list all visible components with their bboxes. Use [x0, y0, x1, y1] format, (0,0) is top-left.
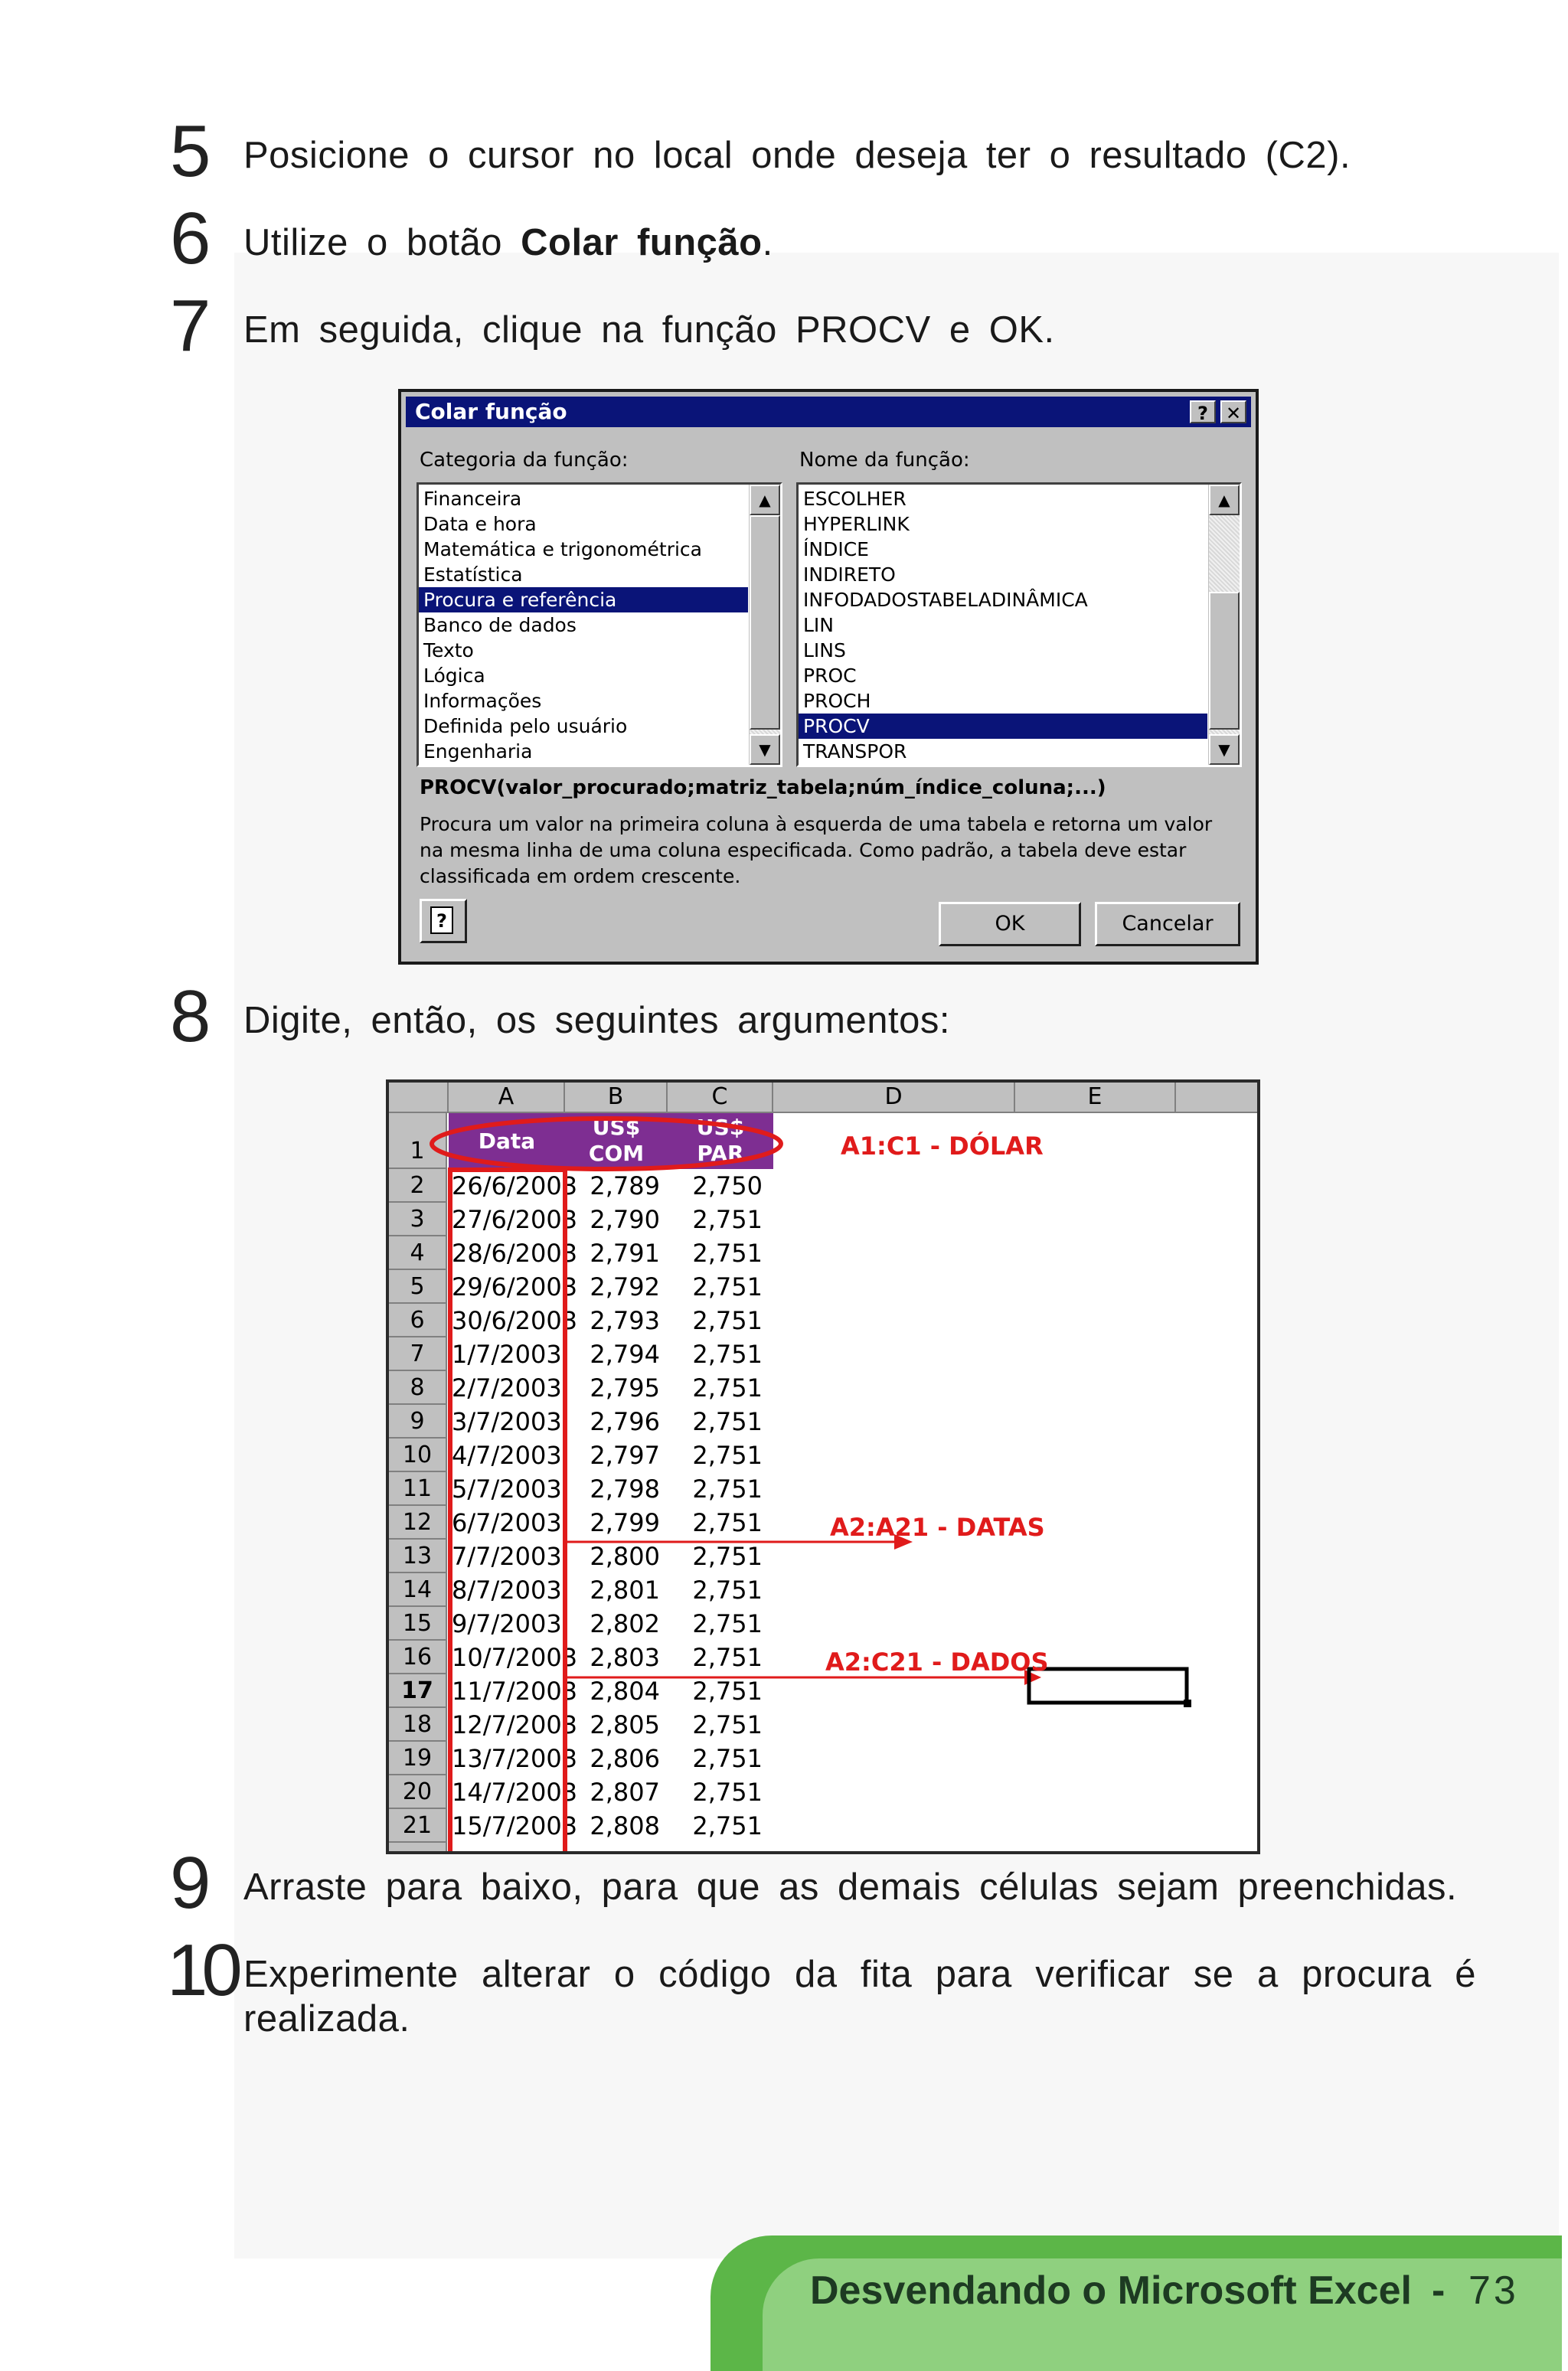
table-cell[interactable]: 2,751: [692, 1744, 763, 1773]
category-label: Categoria da função:: [420, 449, 629, 472]
row-header[interactable]: 17: [389, 1674, 447, 1708]
scroll-up-icon[interactable]: ▲: [750, 485, 780, 515]
row-header[interactable]: 2: [389, 1169, 447, 1203]
table-cell[interactable]: 9/7/2003: [452, 1609, 562, 1638]
table-cell[interactable]: 11/7/2003: [452, 1677, 578, 1706]
table-cell[interactable]: 2,795: [590, 1373, 660, 1403]
category-list[interactable]: [416, 482, 782, 767]
dialog-title: Colar função: [415, 399, 567, 424]
table-cell[interactable]: 2,792: [590, 1272, 660, 1301]
row-header-1[interactable]: 1: [389, 1113, 447, 1169]
step-text-suffix: .: [762, 222, 773, 263]
table-cell[interactable]: 7/7/2003: [452, 1542, 562, 1571]
table-cell[interactable]: 2,798: [590, 1475, 660, 1504]
header-line: US$: [696, 1115, 745, 1140]
step-number: 8: [170, 975, 211, 1057]
table-cell[interactable]: 2,808: [590, 1811, 660, 1840]
row-header[interactable]: 12: [389, 1506, 447, 1540]
function-list-item[interactable]: LINS: [803, 639, 846, 661]
scroll-up-icon[interactable]: ▲: [1209, 485, 1240, 515]
column-header-d[interactable]: D: [773, 1083, 1015, 1113]
table-cell[interactable]: 2,751: [692, 1407, 763, 1436]
category-list-item[interactable]: Estatística: [423, 563, 523, 586]
table-cell[interactable]: 2,751: [692, 1373, 763, 1403]
category-list-item[interactable]: Engenharia: [423, 740, 533, 763]
table-cell[interactable]: 2,751: [692, 1542, 763, 1571]
function-list-item[interactable]: PROC: [803, 665, 857, 687]
header-highlight-ellipse: [432, 1119, 781, 1169]
table-cell[interactable]: 2,793: [590, 1306, 660, 1335]
step-text-bold: Colar função: [521, 222, 763, 263]
table-cell[interactable]: 5/7/2003: [452, 1475, 562, 1504]
row-header[interactable]: 9: [389, 1405, 447, 1439]
step-number: 5: [170, 110, 211, 192]
table-cell[interactable]: 2,796: [590, 1407, 660, 1436]
step-number: 10: [167, 1929, 237, 2011]
row-header[interactable]: 14: [389, 1573, 447, 1607]
table-cell[interactable]: 2,804: [590, 1677, 660, 1706]
annotation-dados: A2:C21 - DADOS: [825, 1648, 1049, 1677]
close-button[interactable]: ✕: [1220, 400, 1246, 423]
function-list-item[interactable]: INFODADOSTABELADINÂMICA: [803, 589, 1088, 611]
function-list-item[interactable]: PROCV: [799, 714, 1207, 739]
table-cell[interactable]: 2,751: [692, 1778, 763, 1807]
table-cell[interactable]: 2,750: [692, 1171, 763, 1200]
dialog-titlebar: [406, 397, 1251, 427]
step-text: Posicione o cursor no local onde deseja ter o resultado (C2).: [243, 135, 1351, 176]
table-cell[interactable]: 13/7/2003: [452, 1744, 578, 1773]
table-cell[interactable]: 2,803: [590, 1643, 660, 1672]
table-cell[interactable]: 2,751: [692, 1609, 763, 1638]
step-text: Em seguida, clique na função PROCV e OK.: [243, 309, 1055, 351]
row-header[interactable]: 19: [389, 1742, 447, 1775]
header-cell-data[interactable]: Data: [449, 1113, 565, 1169]
table-cell[interactable]: 14/7/2003: [452, 1778, 578, 1807]
function-description: Procura um valor na primeira coluna à esquerda de uma tabela e retorna um valor na mesma linha de uma coluna especificada. Como padrão, a tabela deve estar classificada em ordem crescente.: [420, 813, 1213, 887]
table-cell[interactable]: 2,797: [590, 1441, 660, 1470]
column-header-e[interactable]: E: [1015, 1083, 1176, 1113]
scroll-thumb[interactable]: [1209, 592, 1240, 730]
help-button[interactable]: [420, 899, 467, 943]
table-cell[interactable]: 2,794: [590, 1340, 660, 1369]
active-cell-border[interactable]: [1029, 1669, 1187, 1703]
step-text: Experimente alterar o código da fita para verificar se a procura é realizada.: [243, 1954, 1476, 2040]
function-list-item[interactable]: INDIRETO: [803, 563, 896, 586]
table-cell[interactable]: 2,751: [692, 1643, 763, 1672]
row-header[interactable]: 6: [389, 1304, 447, 1337]
header-line: US$: [592, 1115, 641, 1140]
step-number: 6: [170, 198, 211, 279]
table-cell[interactable]: 8/7/2003: [452, 1576, 562, 1605]
function-list-item[interactable]: LIN: [803, 614, 835, 636]
row-header[interactable]: 13: [389, 1540, 447, 1573]
table-cell[interactable]: 2,751: [692, 1710, 763, 1739]
row-header[interactable]: 15: [389, 1607, 447, 1641]
row-header[interactable]: 18: [389, 1708, 447, 1742]
annotation-dolar: A1:C1 - DÓLAR: [841, 1132, 1044, 1161]
colar-funcao-dialog: [398, 389, 1259, 965]
column-header-a[interactable]: A: [449, 1083, 565, 1113]
help-question-icon: [422, 901, 465, 941]
table-cell[interactable]: 15/7/2003: [452, 1811, 578, 1840]
table-cell[interactable]: 1/7/2003: [452, 1340, 562, 1369]
table-cell[interactable]: 2,751: [692, 1441, 763, 1470]
table-cell[interactable]: 2,751: [692, 1677, 763, 1706]
row-header[interactable]: 7: [389, 1337, 447, 1371]
spreadsheet: [386, 1079, 1260, 1854]
row-header[interactable]: 20: [389, 1775, 447, 1809]
scroll-down-icon[interactable]: ▼: [1209, 734, 1240, 765]
table-cell[interactable]: 2,751: [692, 1576, 763, 1605]
scroll-down-icon[interactable]: ▼: [750, 734, 780, 765]
table-cell[interactable]: 2,802: [590, 1609, 660, 1638]
table-cell[interactable]: 2,799: [590, 1508, 660, 1537]
table-cell[interactable]: 2,807: [590, 1778, 660, 1807]
category-list-item[interactable]: Definida pelo usuário: [423, 715, 628, 737]
step-text: Digite, então, os seguintes argumentos:: [243, 1000, 950, 1041]
table-cell[interactable]: 4/7/2003: [452, 1441, 562, 1470]
table-cell[interactable]: 2,751: [692, 1811, 763, 1840]
function-syntax: PROCV(valor_procurado;matriz_tabela;núm_índice_coluna;...): [420, 776, 1106, 799]
row-header[interactable]: 8: [389, 1371, 447, 1405]
function-list-item[interactable]: HYPERLINK: [803, 513, 910, 535]
footer-separator: -: [1432, 2268, 1446, 2313]
annotation-datas: A2:A21 - DATAS: [830, 1513, 1045, 1542]
annotation-overlay: [389, 1083, 1260, 1854]
ok-button[interactable]: OK: [939, 902, 1081, 946]
category-scrollbar[interactable]: [749, 485, 780, 765]
table-cell[interactable]: 2,751: [692, 1340, 763, 1369]
step-number: 7: [170, 285, 211, 367]
header-line: PAR: [697, 1141, 744, 1166]
category-list-item[interactable]: Procura e referência: [419, 587, 748, 612]
header-line: COM: [588, 1141, 645, 1166]
table-cell[interactable]: 2,751: [692, 1306, 763, 1335]
table-cell[interactable]: 12/7/2003: [452, 1710, 578, 1739]
category-list-item[interactable]: Lógica: [423, 665, 485, 687]
row-header[interactable]: 11: [389, 1472, 447, 1506]
function-list-item[interactable]: ESCOLHER: [803, 488, 906, 510]
function-name-label: Nome da função:: [799, 449, 970, 472]
table-cell[interactable]: 2,805: [590, 1710, 660, 1739]
step-text-prefix: Utilize o botão: [243, 222, 521, 263]
table-cell[interactable]: 2,791: [590, 1239, 660, 1268]
function-list[interactable]: [796, 482, 1242, 767]
table-cell[interactable]: 2/7/2003: [452, 1373, 562, 1403]
function-list-item[interactable]: ÍNDICE: [803, 538, 869, 560]
fill-handle[interactable]: [1184, 1700, 1191, 1707]
table-cell[interactable]: 10/7/2003: [452, 1643, 578, 1672]
row-header[interactable]: 16: [389, 1641, 447, 1674]
help-title-button[interactable]: ?: [1190, 400, 1216, 423]
step-text: [243, 220, 1476, 265]
svg-text:?: ?: [436, 910, 447, 932]
footer-book-title: Desvendando o Microsoft Excel: [810, 2268, 1412, 2313]
category-list-item[interactable]: Banco de dados: [423, 614, 577, 636]
category-list-item[interactable]: Texto: [423, 639, 474, 661]
table-cell[interactable]: 2,789: [590, 1171, 660, 1200]
cancel-button[interactable]: Cancelar: [1095, 902, 1240, 946]
scroll-thumb[interactable]: [750, 515, 780, 730]
row-header[interactable]: 3: [389, 1203, 447, 1236]
column-header-c[interactable]: C: [668, 1083, 773, 1113]
table-cell[interactable]: 2,751: [692, 1508, 763, 1537]
step-number: 9: [170, 1842, 211, 1924]
category-list-item[interactable]: Financeira: [423, 488, 522, 510]
category-list-item[interactable]: Matemática e trigonométrica: [423, 538, 702, 560]
table-cell[interactable]: 28/6/2003: [452, 1239, 578, 1268]
table-cell[interactable]: 6/7/2003: [452, 1508, 562, 1537]
dates-highlight-rect: [450, 1170, 578, 1854]
function-list-item[interactable]: TRANSPOR: [803, 740, 907, 763]
table-cell[interactable]: 2,751: [692, 1205, 763, 1234]
function-scrollbar[interactable]: [1208, 485, 1240, 765]
table-cell[interactable]: 2,751: [692, 1475, 763, 1504]
table-cell[interactable]: 29/6/2003: [452, 1272, 578, 1301]
table-cell[interactable]: 2,806: [590, 1744, 660, 1773]
table-cell[interactable]: 2,751: [692, 1272, 763, 1301]
table-cell[interactable]: 2,801: [590, 1576, 660, 1605]
row-header[interactable]: 4: [389, 1236, 447, 1270]
table-cell[interactable]: 2,751: [692, 1239, 763, 1268]
category-list-item[interactable]: Informações: [423, 690, 542, 712]
table-cell[interactable]: 2,800: [590, 1542, 660, 1571]
row-header[interactable]: 5: [389, 1270, 447, 1304]
step-text: Arraste para baixo, para que as demais células sejam preenchidas.: [243, 1866, 1458, 1908]
table-cell[interactable]: 30/6/2003: [452, 1306, 578, 1335]
row-header[interactable]: 21: [389, 1809, 447, 1843]
row-header[interactable]: 10: [389, 1439, 447, 1472]
page-number: 73: [1468, 2268, 1519, 2313]
function-list-item[interactable]: PROCH: [803, 690, 871, 712]
table-cell[interactable]: 2,790: [590, 1205, 660, 1234]
table-cell[interactable]: 3/7/2003: [452, 1407, 562, 1436]
table-cell[interactable]: 27/6/2003: [452, 1205, 578, 1234]
column-header-b[interactable]: B: [565, 1083, 668, 1113]
table-cell[interactable]: 26/6/2003: [452, 1171, 578, 1200]
category-list-item[interactable]: Data e hora: [423, 513, 537, 535]
